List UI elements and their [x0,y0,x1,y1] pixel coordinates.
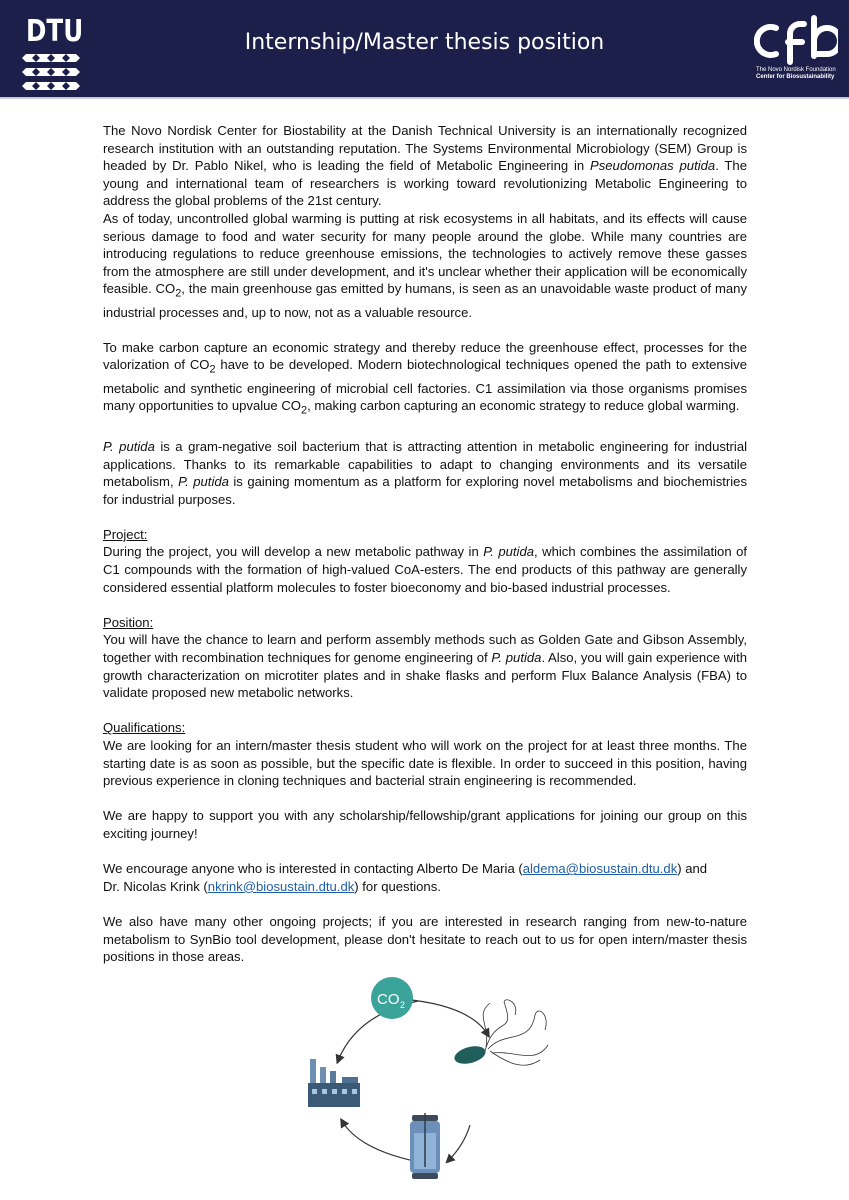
co2-subscript: 2 [400,1000,406,1010]
qualifications-paragraph: We are looking for an intern/master thesis student who will work on the project for at least three months. The starting date is as soon as possible, but the specific date is flexible. In order to succeed in this position, having previous experience in cloning techniques and bacterial strain engineering is recommended. [103,738,747,789]
bioreactor-icon [410,1113,440,1179]
position-paragraph: You will have the chance to learn and perform assembly methods such as Golden Gate and Gibson Assembly, together with recombination techniques for genome engineering of P. putida. Also, you will gain experience with growth characterization on microtiter plates and in shake flasks and perform Flux Balance Analysis (FBA) to validate proposed new metabolic networks. [103,632,748,701]
carbon-cycle-illustration [300,975,560,1190]
cfb-sub-line1: The Novo Nordisk Foundation [756,67,836,73]
email-link-nkrink[interactable]: nkrink@biosustain.dtu.dk [207,878,355,894]
project-heading: Project: [103,526,148,542]
project-paragraph: During the project, you will develop a new metabolic pathway in P. putida, which combines the assimilation of C1 compounds with the formation of high-valued CoA-esters. The end products of this pathway are generally considered essential platform molecules to foster bioeconomy and bio-based industrial processes. [103,544,747,595]
qualifications-heading: Qualifications: [103,720,186,736]
dtu-waves-icon [22,50,80,96]
global-warming-paragraph: As of today, uncontrolled global warming is putting at risk ecosystems in all habitats, and its effects will cause serious damage to food and water security for many people around the globe. While many countries are introducing regulations to reduce greenhouse emissions, the technologies to actively remove these gasses from the atmosphere are still under development, and it's unclear whether their application will be economically feasible. $CO_2$, the main greenhouse gas emitted by humans, is seen as an unavoidable waste product of many industrial processes and, up to now, not as a valuable resource. [103,210,747,320]
position-heading: Position: [103,614,154,630]
p-putida-paragraph: P. putida is a gram-negative soil bacterium that is attracting attention in metabolic engineering for industrial applications. Thanks to its remarkable capabilities to adapt to changing environments and its versatile metabolism, P. putida is gaining momentum as a platform for exploring novel metabolisms and biochemistries for industrial purposes. [103,438,748,507]
dtu-logo-text: DTU [26,14,84,49]
cfb-logo-subtitle [756,67,836,81]
cfb-logo-mark-icon [754,14,838,66]
header-divider [0,97,849,99]
arrow-bacterium-to-reactor [448,1125,470,1161]
carbon-capture-paragraph: To make carbon capture an economic strategy and thereby reduce the greenhouse effect, processes for the valorization of $CO_2$ have to be developed. Modern biotechnological techniques opened the path to extensive metabolic and synthetic engineering of microbial cell factories. C1 assimilation via those organisms promises many opportunities to upvalue $CO_2$, making carbon capturing an economic strategy to reduce global warming. [103,339,747,417]
other-projects-paragraph: We also have many other ongoing projects; if you are interested in research ranging from new-to-nature metabolism to SynBio tool development, please don't hesitate to reach out to us for open intern/master thesis positions in those areas. [103,913,747,965]
email-link-aldema[interactable]: aldema@biosustain.dtu.dk [522,861,678,877]
document-body [103,122,747,966]
cfb-logo [752,14,842,94]
bacterium-icon [452,1000,548,1067]
factory-icon [308,1059,360,1107]
header-banner [0,0,849,97]
page-title: Internship/Master thesis position [244,30,605,55]
cfb-sub-line2: Center for Biosustainability [756,74,835,80]
co2-label: CO [377,991,400,1008]
carbon-cycle-figure [300,975,560,1190]
contact-paragraph: We encourage anyone who is interested in contacting Alberto De Maria (aldema@biosustain.dtu.dk) and Dr. Nicolas Krink (nkrink@biosustain.dtu.dk) for questions. [103,861,708,894]
arrow-co2-to-bacterium [402,999,488,1035]
intro-paragraph: The Novo Nordisk Center for Biostability at the Danish Technical University is an internationally recognized research institution with an outstanding reputation. The Systems Environmental Microbiology (SEM) Group is headed by Dr. Pablo Nikel, who is leading the field of Metabolic Engineering in Pseudomonas putida. The young and international team of researchers is working toward revolutionizing Metabolic Engineering to address the global problems of the 21st century. [103,123,747,209]
support-paragraph: We are happy to support you with any scholarship/fellowship/grant applications for joining our group on this exciting journey! [103,808,747,841]
co2-icon [371,977,413,1019]
